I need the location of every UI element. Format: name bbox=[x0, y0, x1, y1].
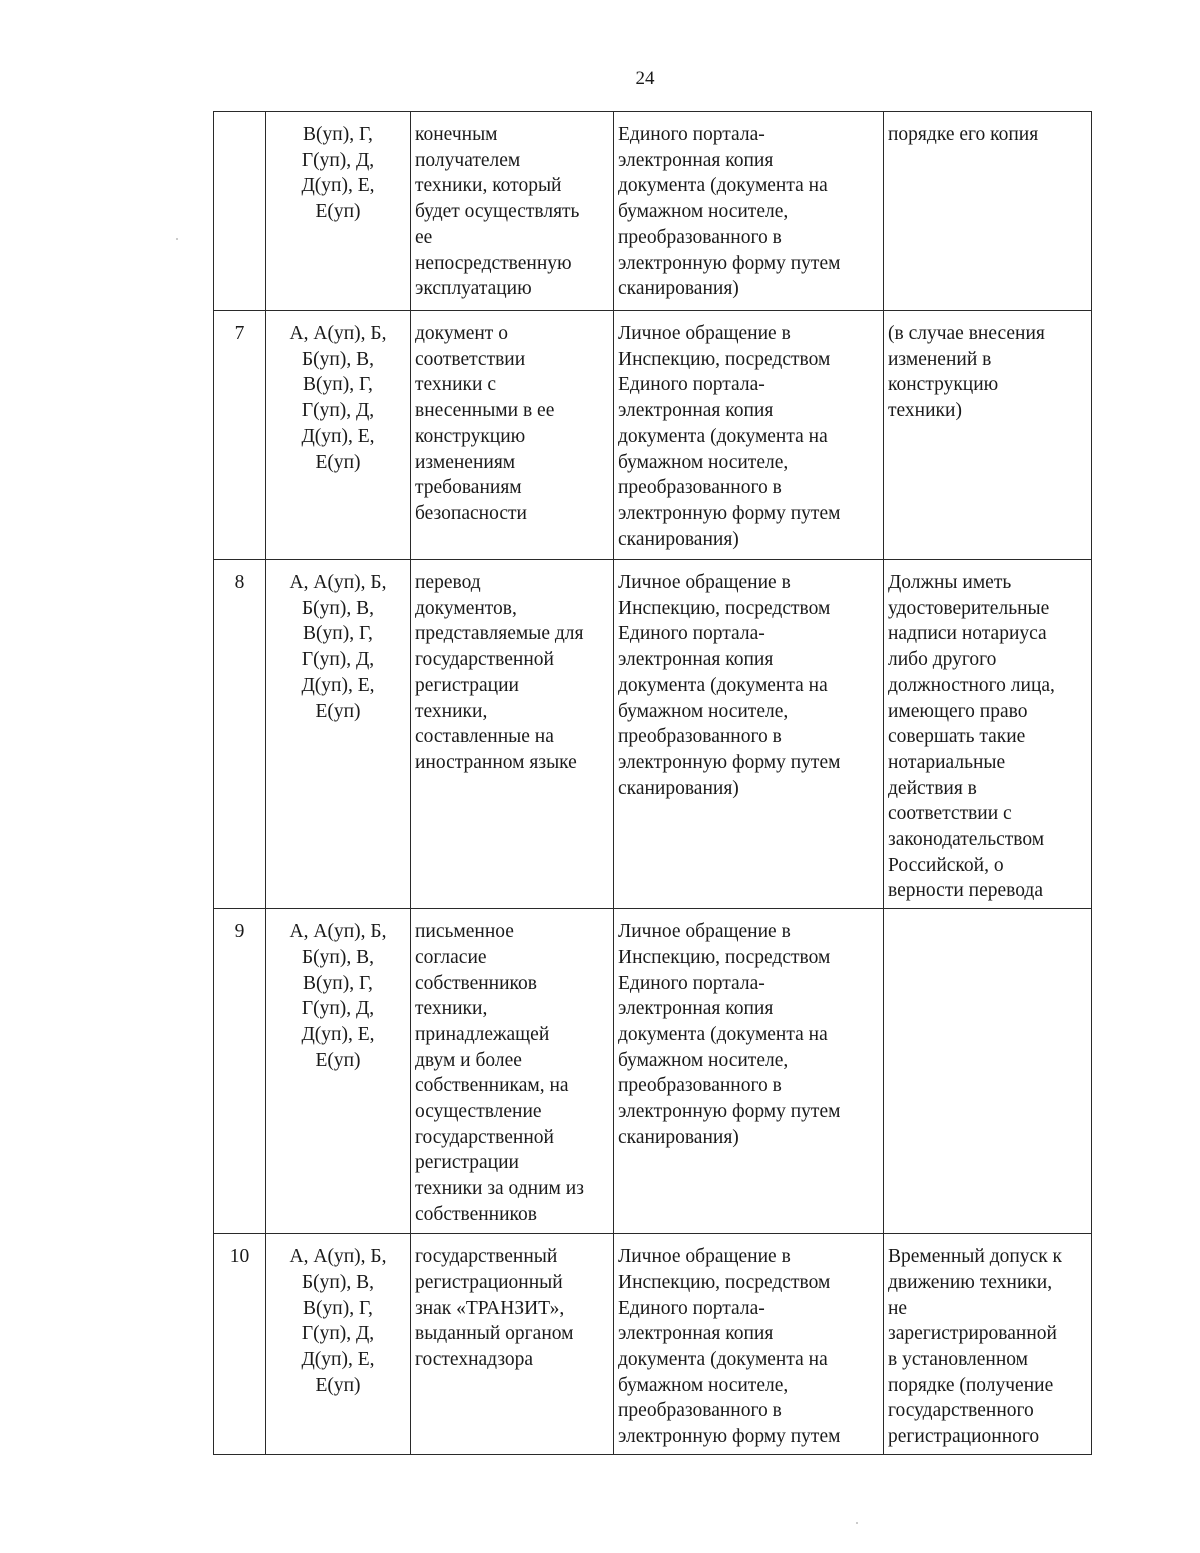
row-number-cell: 7 bbox=[214, 311, 266, 560]
document-name-cell: документ о соответствии техники с внесенными в ее конструкцию изменениям требованиям безопасности bbox=[411, 311, 614, 560]
note-cell: порядке его копия bbox=[884, 112, 1092, 311]
table-row bbox=[214, 311, 1092, 560]
document-name-cell: государственный регистрационный знак «ТРАНЗИТ», выданный органом гостехнадзора bbox=[411, 1234, 614, 1455]
document-name-cell: перевод документов, представляемые для государственной регистрации техники, составленные на иностранном языке bbox=[411, 560, 614, 909]
row-number-cell: 8 bbox=[214, 560, 266, 909]
table-row bbox=[214, 909, 1092, 1234]
categories-cell: А, А(уп), Б, Б(уп), В, В(уп), Г, Г(уп), Д, Д(уп), Е, Е(уп) bbox=[266, 1234, 411, 1455]
categories-cell: В(уп), Г, Г(уп), Д, Д(уп), Е, Е(уп) bbox=[266, 112, 411, 311]
note-cell: Временный допуск к движению техники, не зарегистрированной в установленном порядке (получение государственного регистрационного bbox=[884, 1234, 1092, 1455]
document-name-cell: письменное согласие собственников техники, принадлежащей двум и более собственникам, на осуществление государственной регистрации техники за одним из собственников bbox=[411, 909, 614, 1234]
categories-cell: А, А(уп), Б, Б(уп), В, В(уп), Г, Г(уп), Д, Д(уп), Е, Е(уп) bbox=[266, 909, 411, 1234]
submission-method-cell: Личное обращение в Инспекцию, посредством Единого портала- электронная копия документа (документа на бумажном носителе, преобразованного в электронную форму путем сканирования) bbox=[614, 560, 884, 909]
note-cell: (в случае внесения изменений в конструкцию техники) bbox=[884, 311, 1092, 560]
scan-speck bbox=[176, 238, 178, 240]
document-name-cell: конечным получателем техники, который будет осуществлять ее непосредственную эксплуатацию bbox=[411, 112, 614, 311]
categories-cell: А, А(уп), Б, Б(уп), В, В(уп), Г, Г(уп), Д, Д(уп), Е, Е(уп) bbox=[266, 311, 411, 560]
submission-method-cell: Личное обращение в Инспекцию, посредством Единого портала- электронная копия документа (документа на бумажном носителе, преобразованного в электронную форму путем сканирования) bbox=[614, 311, 884, 560]
table-row bbox=[214, 112, 1092, 311]
note-cell bbox=[884, 909, 1092, 1234]
row-number-cell bbox=[214, 112, 266, 311]
submission-method-cell: Личное обращение в Инспекцию, посредством Единого портала- электронная копия документа (документа на бумажном носителе, преобразованного в электронную форму путем bbox=[614, 1234, 884, 1455]
page-number: 24 bbox=[635, 68, 655, 89]
row-number-cell: 10 bbox=[214, 1234, 266, 1455]
categories-cell: А, А(уп), Б, Б(уп), В, В(уп), Г, Г(уп), Д, Д(уп), Е, Е(уп) bbox=[266, 560, 411, 909]
submission-method-cell: Единого портала- электронная копия документа (документа на бумажном носителе, преобразованного в электронную форму путем сканирования) bbox=[614, 112, 884, 311]
table-row bbox=[214, 560, 1092, 909]
documents-table bbox=[213, 111, 1092, 1455]
note-cell: Должны иметь удостоверительные надписи нотариуса либо другого должностного лица, имеющего право совершать такие нотариальные действия в соответствии с законодательством Российской, о верности перевода bbox=[884, 560, 1092, 909]
submission-method-cell: Личное обращение в Инспекцию, посредством Единого портала- электронная копия документа (документа на бумажном носителе, преобразованного в электронную форму путем сканирования) bbox=[614, 909, 884, 1234]
row-number-cell: 9 bbox=[214, 909, 266, 1234]
scan-speck bbox=[856, 1522, 858, 1524]
table-row bbox=[214, 1234, 1092, 1455]
